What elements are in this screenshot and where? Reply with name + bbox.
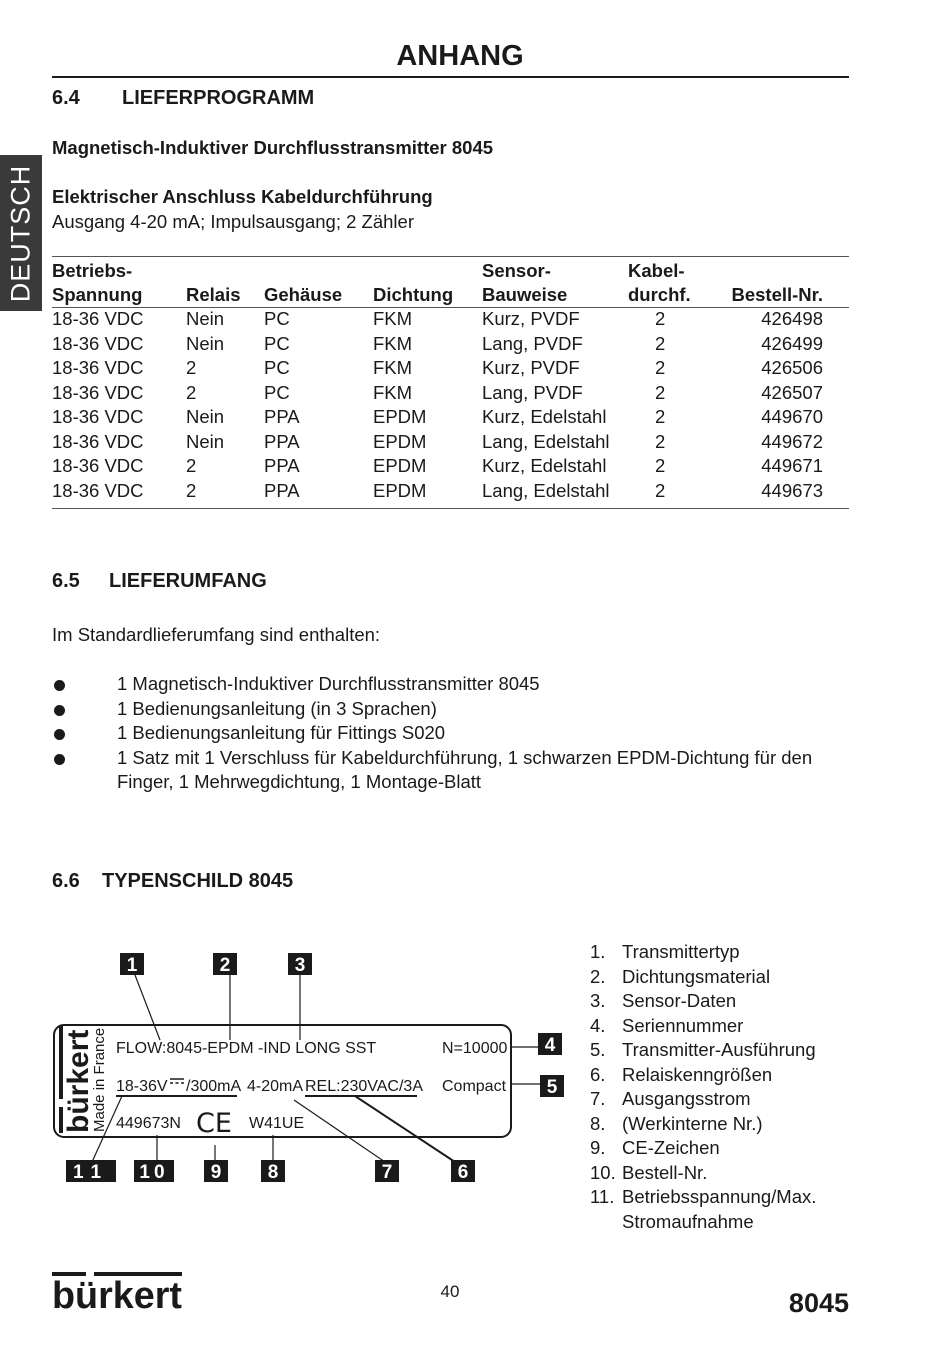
table-cell: FKM: [373, 308, 413, 329]
table-cell: 449672: [761, 430, 823, 452]
svg-text:2: 2: [219, 955, 231, 976]
table-cell: 449671: [761, 455, 823, 476]
svg-text:7: 7: [381, 1162, 393, 1183]
list-item: 1 Bedienungsanleitung für Fittings S020: [52, 721, 849, 746]
table-cell: 426506: [761, 357, 823, 378]
table-cell: 18-36 VDC: [52, 381, 144, 403]
legend-item: [590, 1038, 862, 1063]
table-cell: PC: [264, 308, 290, 329]
order-table: [52, 256, 849, 509]
svg-text:9: 9: [210, 1162, 222, 1183]
table-cell: Lang, PVDF: [482, 332, 583, 354]
table-cell: 2: [186, 381, 197, 403]
section-number: 6.4: [52, 87, 80, 109]
table-cell: Lang, Edelstahl: [482, 430, 610, 452]
legend-item: [590, 1014, 862, 1039]
callout-8: [261, 1160, 285, 1183]
legend-item: [590, 965, 862, 990]
plate-relay: REL:230VAC/3A: [305, 1078, 423, 1095]
table-cell: PPA: [264, 430, 300, 452]
callout-2: [213, 953, 237, 976]
table-cell: Lang, Edelstahl: [482, 479, 610, 501]
legend-number: 10.: [590, 1161, 616, 1183]
table-cell: Kurz, Edelstahl: [482, 455, 607, 476]
table-row: [52, 480, 849, 505]
table-cell: 426499: [761, 332, 823, 354]
legend-number: 3.: [590, 990, 606, 1011]
page-header-title: ANHANG: [396, 40, 524, 72]
bullet-icon: [54, 705, 65, 716]
table-cell: Kurz, PVDF: [482, 357, 580, 378]
section-title: TYPENSCHILD 8045: [102, 870, 294, 892]
legend-number: 7.: [590, 1088, 606, 1109]
plate-internal-number: W41UE: [249, 1115, 305, 1132]
table-cell: Nein: [186, 308, 225, 329]
ce-mark-icon: CE: [196, 1108, 232, 1139]
plate-flow-line: FLOW:8045-EPDM -IND LONG SST: [116, 1040, 377, 1057]
svg-text:11: 11: [72, 1162, 110, 1183]
type-plate-diagram: [0, 940, 580, 1190]
table-cell: 2: [655, 381, 666, 403]
table-row: [52, 308, 849, 333]
table-cell: Nein: [186, 332, 225, 354]
product-title: Magnetisch-Induktiver Durchflusstransmitter 8045: [52, 137, 494, 158]
legend-text: CE-Zeichen: [622, 1137, 720, 1158]
table-cell: 18-36 VDC: [52, 455, 144, 476]
header-cell: Betriebs-: [52, 260, 133, 281]
table-cell: 18-36 VDC: [52, 308, 144, 329]
svg-text:bürkert: bürkert: [52, 1275, 183, 1312]
table-cell: PPA: [264, 406, 300, 427]
table-cell: FKM: [373, 357, 413, 378]
legend-item: [590, 989, 862, 1014]
callout-4: [538, 1033, 562, 1056]
svg-text:5: 5: [546, 1077, 558, 1098]
connection-text: Ausgang 4-20 mA; Impulsausgang; 2 Zähler: [52, 211, 414, 232]
table-cell: Kurz, Edelstahl: [482, 406, 607, 427]
page-number: 40: [440, 1282, 460, 1301]
callout-9: [204, 1160, 228, 1183]
table-cell: EPDM: [373, 406, 427, 427]
header-rule: [52, 76, 849, 78]
table-row: [52, 382, 849, 407]
callout-5: [540, 1075, 564, 1098]
svg-text:3: 3: [294, 955, 306, 976]
table-cell: EPDM: [373, 430, 427, 452]
scope-intro: Im Standardlieferumfang sind enthalten:: [52, 624, 381, 645]
table-cell: EPDM: [373, 479, 427, 501]
legend-item: [590, 1185, 862, 1234]
section-number: 6.6: [52, 870, 80, 892]
table-cell: 2: [655, 430, 666, 452]
table-row: [52, 406, 849, 431]
legend-text: (Werkinterne Nr.): [622, 1112, 763, 1134]
plate-brand-logo: [59, 1025, 95, 1133]
bullet-icon: [54, 729, 65, 740]
table-cell: 2: [655, 455, 666, 476]
scope-list: [52, 672, 849, 795]
list-item: 1 Satz mit 1 Verschluss für Kabeldurchführung, 1 schwarzen EPDM-Dichtung für den Finger, 1 Mehrwegdichtung, 1 Montage-Blatt: [52, 746, 817, 795]
legend-text: Dichtungsmaterial: [622, 965, 771, 987]
header-cell: Sensor-: [482, 260, 551, 281]
callout-6: [451, 1160, 475, 1183]
callout-7: [375, 1160, 399, 1183]
table-row: [52, 455, 849, 480]
section-title: LIEFERUMFANG: [109, 570, 267, 592]
table-cell: PPA: [264, 455, 300, 476]
footer-model: 8045: [788, 1288, 849, 1318]
legend-text: Bestell-Nr.: [622, 1161, 708, 1183]
table-cell: 426507: [761, 381, 823, 403]
table-cell: 18-36 VDC: [52, 406, 144, 427]
legend-item: [590, 1063, 862, 1088]
legend-item: [590, 1161, 862, 1186]
legend-item: [590, 1136, 862, 1161]
plate-made-in: Made in France: [91, 1027, 108, 1132]
table-cell: PC: [264, 332, 290, 354]
table-cell: 2: [186, 357, 197, 378]
legend-number: 1.: [590, 941, 606, 962]
table-cell: 2: [186, 479, 197, 501]
table-cell: Lang, PVDF: [482, 381, 583, 403]
svg-text:4: 4: [544, 1035, 556, 1056]
svg-text:10: 10: [139, 1162, 169, 1183]
language-tab: [0, 155, 42, 311]
table-cell: 449673: [761, 479, 823, 501]
header-cell: Gehäuse: [264, 284, 343, 305]
list-item: 1 Bedienungsanleitung (in 3 Sprachen): [52, 697, 849, 722]
legend-number: 9.: [590, 1137, 606, 1158]
table-cell: 2: [655, 479, 666, 501]
table-cell: FKM: [373, 332, 413, 354]
table-cell: 426498: [761, 308, 823, 329]
list-item: 1 Magnetisch-Induktiver Durchflusstransmitter 8045: [52, 672, 849, 697]
language-tab-label: DEUTSCH: [5, 164, 36, 302]
plate-voltage: 18-36V: [116, 1078, 168, 1095]
callout-1: [120, 953, 144, 976]
type-plate-legend: [590, 940, 862, 1234]
table-row: [52, 357, 849, 382]
header-cell: Dichtung: [373, 284, 454, 305]
table-cell: 449670: [761, 406, 823, 427]
section-title: LIEFERPROGRAMM: [122, 87, 315, 109]
plate-output: 4-20mA: [247, 1078, 304, 1095]
svg-text:8: 8: [267, 1162, 279, 1183]
table-header: [52, 257, 849, 307]
section-number: 6.5: [52, 570, 80, 592]
legend-text: Betriebsspannung/Max. Stromaufnahme: [622, 1186, 817, 1232]
table-cell: FKM: [373, 381, 413, 403]
legend-number: 4.: [590, 1014, 606, 1036]
table-cell: 2: [655, 406, 666, 427]
table-cell: EPDM: [373, 455, 427, 476]
table-cell: 2: [655, 332, 666, 354]
plate-current: /300mA: [186, 1078, 242, 1095]
table-cell: Nein: [186, 430, 225, 452]
table-cell: 2: [655, 357, 666, 378]
table-cell: PC: [264, 381, 290, 403]
table-cell: PC: [264, 357, 290, 378]
bullet-icon: [54, 680, 65, 691]
header-cell: Kabel-: [628, 260, 685, 281]
callout-3: [288, 953, 312, 976]
legend-number: 2.: [590, 965, 606, 987]
table-cell: Kurz, PVDF: [482, 308, 580, 329]
connection-heading: Elektrischer Anschluss Kabeldurchführung: [52, 186, 433, 207]
header-cell: durchf.: [628, 284, 691, 305]
table-cell: PPA: [264, 479, 300, 501]
section-6-6-heading: [52, 870, 293, 893]
legend-item: [590, 1087, 862, 1112]
legend-text: Relaiskenngrößen: [622, 1063, 773, 1085]
legend-item: [590, 1112, 862, 1137]
legend-text: Transmitter-Ausführung: [622, 1039, 816, 1060]
table-body: [52, 308, 849, 504]
legend-number: 11.: [590, 1186, 615, 1207]
table-row: [52, 333, 849, 358]
bullet-icon: [54, 754, 65, 765]
table-cell: 18-36 VDC: [52, 479, 144, 501]
header-cell: Relais: [186, 284, 241, 305]
plate-order-number: 449673N: [116, 1115, 181, 1132]
section-6-4-heading: [52, 87, 314, 110]
svg-text:1: 1: [126, 955, 138, 976]
table-cell: 18-36 VDC: [52, 430, 144, 452]
header-cell: Spannung: [52, 284, 143, 305]
table-cell: 18-36 VDC: [52, 357, 144, 378]
legend-number: 5.: [590, 1039, 606, 1060]
table-row: [52, 431, 849, 456]
plate-version: Compact: [442, 1078, 507, 1095]
table-cell: 2: [655, 308, 666, 329]
legend-text: Ausgangsstrom: [622, 1088, 751, 1109]
svg-text:6: 6: [457, 1162, 469, 1183]
table-cell: 2: [186, 455, 197, 476]
svg-text:bürkert: bürkert: [62, 1029, 95, 1133]
callout-11: [66, 1160, 116, 1183]
table-cell: 18-36 VDC: [52, 332, 144, 354]
table-cell: Nein: [186, 406, 225, 427]
legend-number: 8.: [590, 1112, 606, 1134]
legend-item: [590, 940, 862, 965]
legend-text: Transmittertyp: [622, 941, 740, 962]
table-bottom-rule: [52, 508, 849, 509]
header-cell: Bauweise: [482, 284, 568, 305]
legend-text: Seriennummer: [622, 1014, 744, 1036]
legend-number: 6.: [590, 1063, 606, 1085]
plate-serial: N=10000: [442, 1040, 508, 1057]
legend-text: Sensor-Daten: [622, 990, 737, 1011]
section-6-5-heading: [52, 570, 267, 593]
callout-10: [134, 1160, 174, 1183]
header-cell: Bestell-Nr.: [731, 284, 823, 305]
